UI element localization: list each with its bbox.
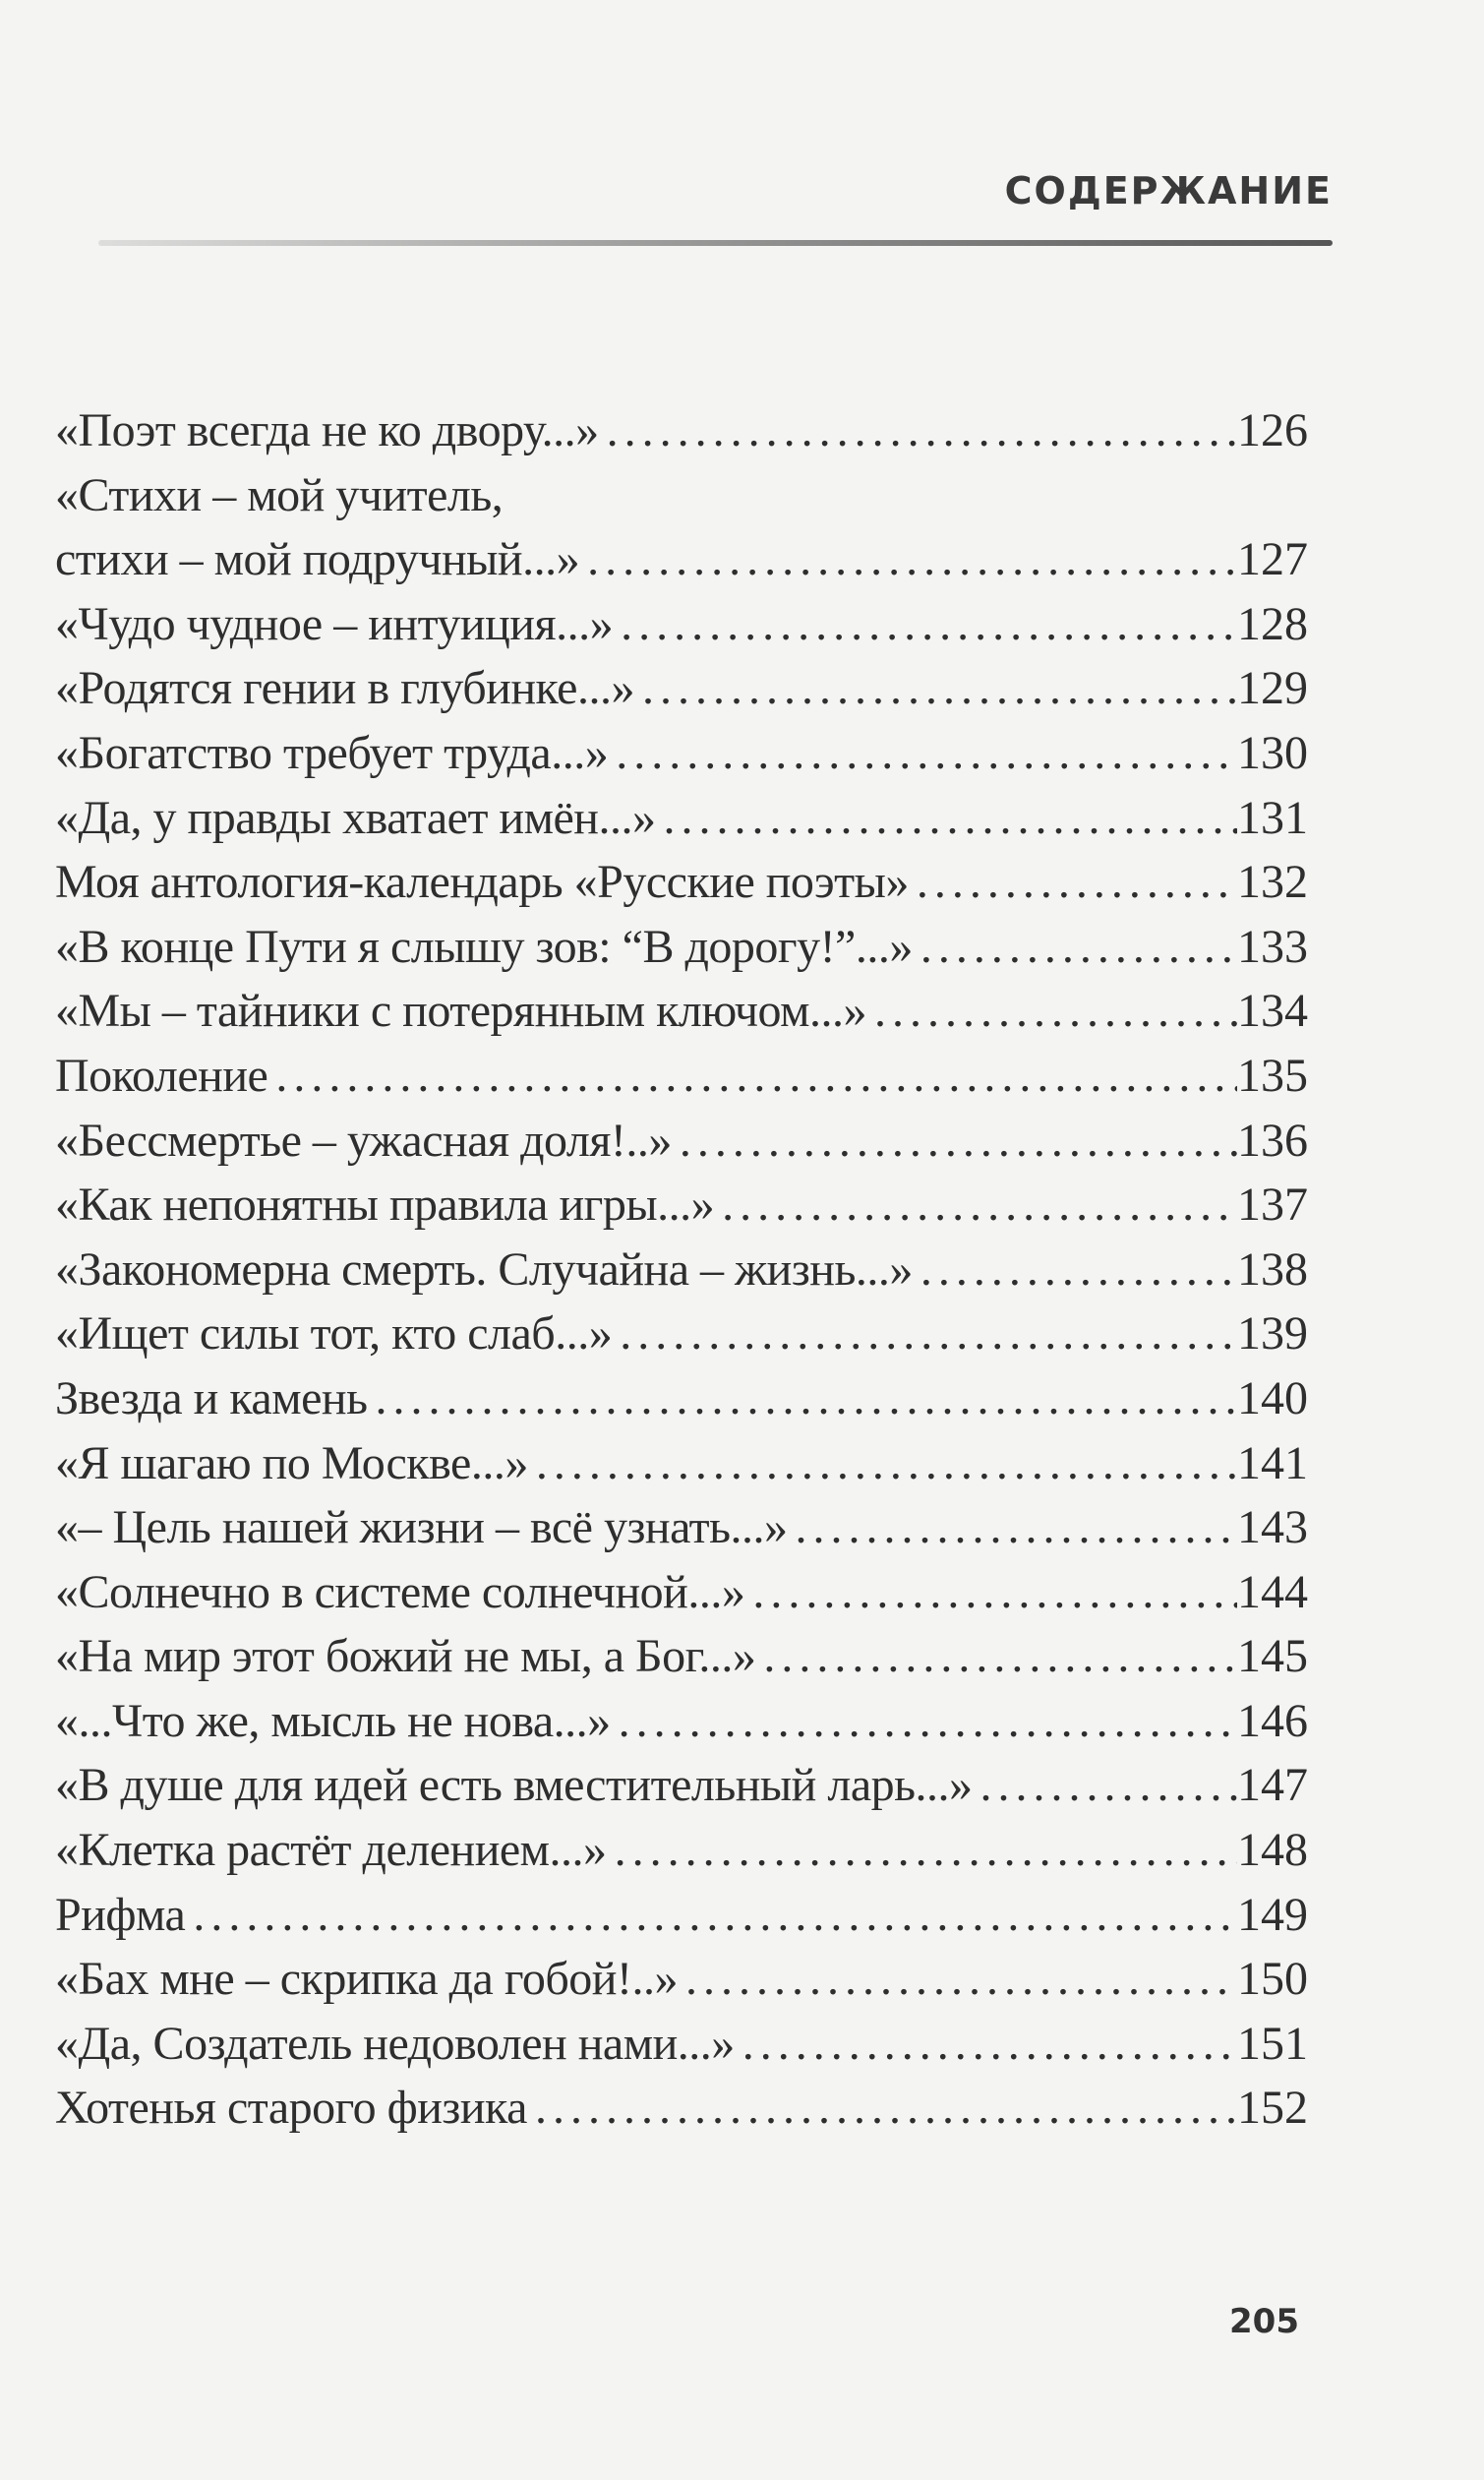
toc-entry-page: 151 bbox=[1237, 2017, 1308, 2070]
toc-entry-title: «Солнечно в системе солнечной...» bbox=[55, 1565, 745, 1618]
toc-entry-title: «Богатство требует труда...» bbox=[55, 726, 609, 779]
toc-entry-title: Звезда и камень bbox=[55, 1371, 368, 1424]
toc-entry[interactable] bbox=[55, 1366, 1308, 1431]
dot-leader bbox=[579, 527, 1237, 592]
toc-entry-page: 128 bbox=[1237, 597, 1308, 650]
dot-leader bbox=[367, 1366, 1237, 1431]
toc-entry[interactable] bbox=[55, 1301, 1308, 1366]
toc-entry-title: «Родятся гении в глубинке...» bbox=[55, 662, 634, 715]
dot-leader bbox=[788, 1495, 1237, 1560]
header-rule bbox=[98, 240, 1333, 246]
toc-entry[interactable] bbox=[55, 915, 1308, 980]
toc-entry-title: «...Что же, мысль не нова...» bbox=[55, 1694, 611, 1747]
dot-leader bbox=[527, 2076, 1237, 2141]
toc-entry-title: «Ищет силы тот, кто слаб...» bbox=[55, 1307, 613, 1361]
toc-entry-title: «Поэт всегда не ко двору...» bbox=[55, 404, 599, 456]
toc-entry-page: 130 bbox=[1237, 726, 1308, 779]
toc-entry[interactable] bbox=[55, 1173, 1308, 1238]
dot-leader bbox=[613, 592, 1237, 657]
toc-entry[interactable] bbox=[55, 1689, 1308, 1754]
toc-entry-page: 129 bbox=[1237, 662, 1308, 715]
toc-entry-page: 141 bbox=[1237, 1436, 1308, 1489]
dot-leader bbox=[678, 1947, 1237, 2012]
dot-leader bbox=[528, 1431, 1237, 1496]
toc-entry-page: 139 bbox=[1237, 1307, 1308, 1361]
toc-entry[interactable] bbox=[55, 656, 1308, 721]
toc-entry-title: «Как непонятны правила игры...» bbox=[55, 1179, 715, 1232]
toc-entry-page: 143 bbox=[1237, 1501, 1308, 1554]
toc-entry-title: «Стихи – мой учитель, bbox=[55, 468, 504, 521]
toc-entry-title: «Да, у правды хватает имён...» bbox=[55, 791, 656, 844]
toc-entry[interactable] bbox=[55, 786, 1308, 851]
toc-entry[interactable] bbox=[55, 850, 1308, 915]
toc-entry-title: «В душе для идей есть вместительный ларь...» bbox=[55, 1759, 973, 1812]
toc-entry[interactable] bbox=[55, 1624, 1308, 1689]
toc-entry[interactable] bbox=[55, 1238, 1308, 1302]
table-of-contents bbox=[55, 398, 1308, 2141]
toc-entry-page: 126 bbox=[1237, 404, 1308, 456]
toc-entry-title: «Я шагаю по Москве...» bbox=[55, 1436, 528, 1489]
toc-entry-title: «– Цель нашей жизни – всё узнать...» bbox=[55, 1501, 788, 1554]
toc-entry[interactable] bbox=[55, 1818, 1308, 1883]
toc-entry-title: «В конце Пути я слышу зов: “В дорогу!”...» bbox=[55, 920, 913, 973]
toc-entry-page: 147 bbox=[1237, 1759, 1308, 1812]
toc-entry-page: 132 bbox=[1237, 856, 1308, 909]
dot-leader bbox=[973, 1753, 1237, 1818]
toc-entry-page: 136 bbox=[1237, 1114, 1308, 1167]
toc-entry-page: 133 bbox=[1237, 920, 1308, 973]
toc-entry[interactable] bbox=[55, 721, 1308, 786]
dot-leader bbox=[599, 398, 1237, 463]
toc-entry-page: 137 bbox=[1237, 1179, 1308, 1232]
toc-entry-page: 135 bbox=[1237, 1049, 1308, 1102]
toc-entry-page: 146 bbox=[1237, 1694, 1308, 1747]
toc-entry-title: «Да, Создатель недоволен нами...» bbox=[55, 2017, 735, 2070]
toc-entry-title: «Клетка растёт делением...» bbox=[55, 1824, 607, 1877]
toc-entry-title: Поколение bbox=[55, 1049, 268, 1102]
dot-leader bbox=[755, 1624, 1237, 1689]
toc-entry-title: Хотенья старого физика bbox=[55, 2082, 527, 2135]
dot-leader bbox=[744, 1560, 1237, 1625]
toc-entry[interactable] bbox=[55, 1109, 1308, 1174]
toc-entry-page: 134 bbox=[1237, 985, 1308, 1038]
toc-entry[interactable] bbox=[55, 1947, 1308, 2012]
toc-entry-title: «На мир этот божий не мы, а Бог...» bbox=[55, 1630, 756, 1683]
dot-leader bbox=[612, 1301, 1237, 1366]
toc-entry[interactable] bbox=[55, 979, 1308, 1044]
toc-entry-page: 144 bbox=[1237, 1565, 1308, 1618]
dot-leader bbox=[735, 2012, 1237, 2077]
dot-leader bbox=[913, 1238, 1237, 1302]
toc-entry-title: «Закономерна смерть. Случайна – жизнь...» bbox=[55, 1242, 913, 1296]
dot-leader bbox=[672, 1109, 1237, 1174]
dot-leader bbox=[634, 656, 1237, 721]
toc-entry-title: Рифма bbox=[55, 1888, 186, 1941]
toc-entry-page: 140 bbox=[1237, 1371, 1308, 1424]
dot-leader bbox=[909, 850, 1237, 915]
toc-entry-page: 150 bbox=[1237, 1953, 1308, 2006]
toc-entry[interactable] bbox=[55, 1495, 1308, 1560]
toc-entry-title: «Бессмертье – ужасная доля!..» bbox=[55, 1114, 672, 1167]
toc-entry[interactable] bbox=[55, 1560, 1308, 1625]
dot-leader bbox=[611, 1689, 1237, 1754]
toc-entry[interactable] bbox=[55, 1753, 1308, 1818]
page-number: 205 bbox=[1229, 2302, 1299, 2341]
dot-leader bbox=[913, 915, 1237, 980]
toc-entry-title: «Чудо чудное – интуиция...» bbox=[55, 597, 614, 650]
toc-entry-page: 149 bbox=[1237, 1888, 1308, 1941]
toc-entry-page: 131 bbox=[1237, 791, 1308, 844]
toc-entry-page: 145 bbox=[1237, 1630, 1308, 1683]
toc-entry[interactable] bbox=[55, 592, 1308, 657]
dot-leader bbox=[866, 979, 1237, 1044]
toc-entry-page: 138 bbox=[1237, 1242, 1308, 1296]
dot-leader bbox=[655, 786, 1237, 851]
toc-entry-title: стихи – мой подручный...» bbox=[55, 533, 580, 586]
toc-entry[interactable] bbox=[55, 1431, 1308, 1496]
toc-entry[interactable] bbox=[55, 1044, 1308, 1109]
toc-entry[interactable] bbox=[55, 463, 1308, 528]
dot-leader bbox=[608, 721, 1237, 786]
toc-entry[interactable] bbox=[55, 527, 1308, 592]
toc-entry[interactable] bbox=[55, 1883, 1308, 1948]
toc-entry[interactable] bbox=[55, 398, 1308, 463]
toc-entry-page: 148 bbox=[1237, 1824, 1308, 1877]
dot-leader bbox=[267, 1044, 1237, 1109]
dot-leader bbox=[607, 1818, 1237, 1883]
section-title: СОДЕРЖАНИЕ bbox=[1004, 169, 1333, 212]
dot-leader bbox=[185, 1883, 1237, 1948]
toc-entry-title: Моя антология-календарь «Русские поэты» bbox=[55, 856, 909, 909]
dot-leader bbox=[714, 1173, 1237, 1238]
toc-entry-title: «Бах мне – скрипка да гобой!..» bbox=[55, 1953, 678, 2006]
toc-entry-page: 127 bbox=[1237, 533, 1308, 586]
toc-entry[interactable] bbox=[55, 2076, 1308, 2141]
toc-entry-page: 152 bbox=[1237, 2082, 1308, 2135]
toc-entry[interactable] bbox=[55, 2012, 1308, 2077]
toc-entry-title: «Мы – тайники с потерянным ключом...» bbox=[55, 985, 866, 1038]
